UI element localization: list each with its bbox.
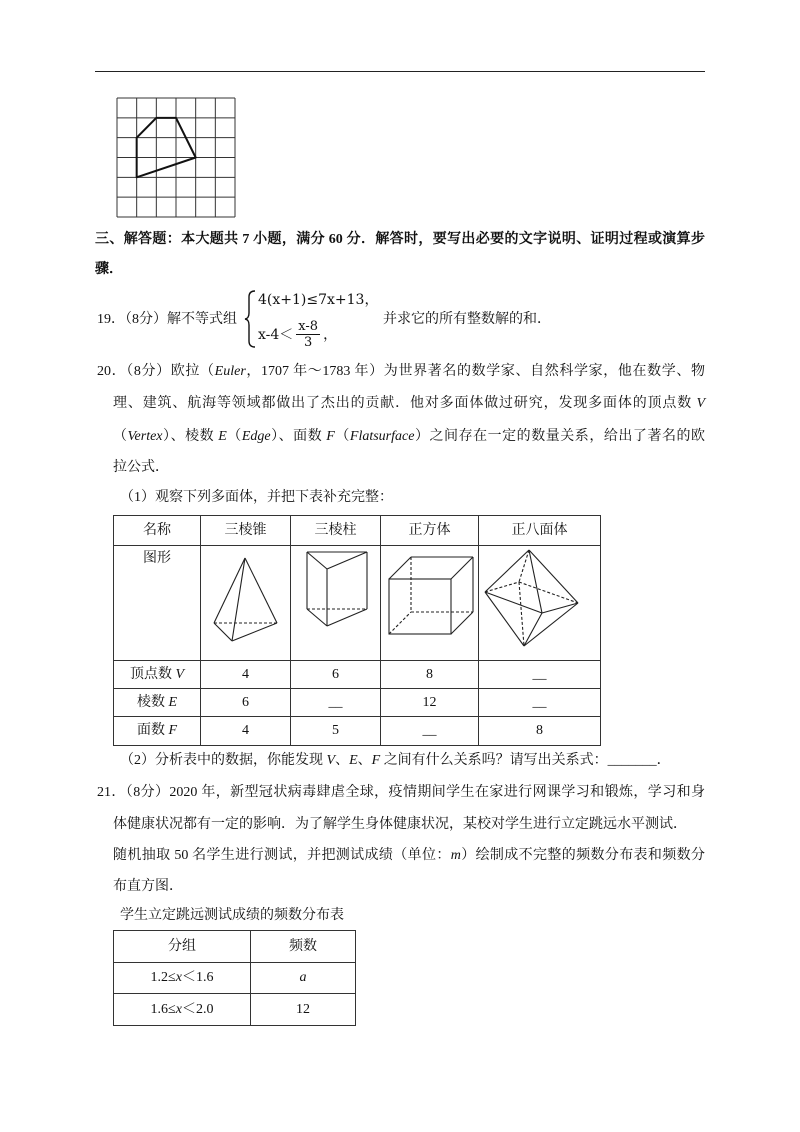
table-cell xyxy=(251,963,356,994)
table-cell: __ xyxy=(381,717,479,746)
edge xyxy=(327,609,367,626)
italic-symbol: a xyxy=(299,970,307,985)
edge xyxy=(245,558,277,623)
grid-figure xyxy=(116,97,236,218)
edge xyxy=(529,550,578,603)
italic-symbol: F xyxy=(168,723,178,738)
table-cell: __ xyxy=(479,661,601,689)
table-cell: __ xyxy=(479,689,601,717)
header-cell: 频数 xyxy=(251,931,356,963)
header-cell: 三棱柱 xyxy=(291,516,381,546)
text-run: 棱数 xyxy=(136,694,169,710)
text-run: （ xyxy=(113,429,128,444)
hidden-edge xyxy=(519,582,578,603)
q19-inequality-1: 4(x+1)≤7x+13， xyxy=(258,292,379,308)
table-cell xyxy=(114,963,251,994)
italic-symbol: F xyxy=(326,429,335,444)
figure-cell xyxy=(381,546,479,661)
text-run: 20．（8分）欧拉（ xyxy=(97,364,215,379)
q19-suffix: 并求它的所有整数解的和． xyxy=(383,312,551,327)
frequency-table xyxy=(113,930,356,1026)
text-run: ＜2.0 xyxy=(181,1001,214,1017)
text-run: 理、建筑、航海等领域都做出了杰出的贡献．他对多面体做过研究，发现多面体的顶点数 xyxy=(113,396,697,411)
italic-symbol: x xyxy=(175,1001,182,1017)
edge xyxy=(451,612,473,634)
text-run: ）、面数 xyxy=(270,429,327,444)
table-row xyxy=(114,994,356,1026)
q20-line-4 xyxy=(113,458,169,478)
figure-cell xyxy=(201,546,291,661)
q21-line-1 xyxy=(97,783,705,803)
q20-line-1 xyxy=(97,362,705,382)
table-row xyxy=(114,689,601,717)
front-face xyxy=(389,579,451,634)
q20-line-2 xyxy=(113,394,705,414)
row-label xyxy=(114,661,201,689)
q19-ineq2-tail: ， xyxy=(323,327,338,343)
table-row xyxy=(114,661,601,689)
q21-line-2 xyxy=(113,815,687,835)
edge xyxy=(327,552,367,569)
grid-polygon xyxy=(137,118,196,178)
q19-inequality-2 xyxy=(258,316,337,352)
q19-prefix: 19．（8分）解不等式组 xyxy=(97,312,237,327)
q20-line-3 xyxy=(113,427,705,447)
q21-line-4 xyxy=(113,877,183,897)
table-cell: 4 xyxy=(201,661,291,689)
text-run: 拉公式． xyxy=(113,460,169,475)
edge xyxy=(524,613,542,646)
edge xyxy=(529,550,542,613)
triangular-pyramid-figure xyxy=(201,546,291,660)
text-run: ，1707 年～1783 年）为世界著名的数学家、自然科学家，他在数学、物 xyxy=(245,364,706,379)
table-cell: 6 xyxy=(291,661,381,689)
table-cell: 6 xyxy=(201,689,291,717)
text-run: ）之间存在一定的数量关系，给出了著名的欧 xyxy=(414,429,706,444)
italic-symbol: V xyxy=(175,666,185,682)
table-cell xyxy=(114,994,251,1026)
q20-part2 xyxy=(120,751,671,771)
text-run: ）绘制成不完整的频数分布表和频数分 xyxy=(460,848,706,863)
italic-symbol: F xyxy=(371,753,381,768)
table-cell: 12 xyxy=(381,689,479,717)
edge xyxy=(485,592,542,613)
table-cell: __ xyxy=(291,689,381,717)
table-cell: 4 xyxy=(201,717,291,746)
edge xyxy=(485,592,524,646)
hidden-edge xyxy=(389,612,411,634)
figure-cell xyxy=(479,546,601,661)
table-cell: 8 xyxy=(479,717,601,746)
table-header-row xyxy=(114,516,601,546)
header-cell: 分组 xyxy=(114,931,251,963)
table-cell xyxy=(251,994,356,1026)
text-run: 、 xyxy=(357,753,372,768)
polyhedra-table xyxy=(113,515,601,746)
italic-symbol: x xyxy=(175,970,182,985)
hidden-edge xyxy=(519,582,524,646)
italic-symbol: E xyxy=(218,429,227,444)
fraction-numerator: x-8 xyxy=(298,318,319,334)
text-run: 布直方图． xyxy=(113,879,183,894)
text-run: 之间有什么关系吗？请写出关系式：_______． xyxy=(380,753,671,768)
text-run: （ xyxy=(334,429,350,444)
header-cell: 正八面体 xyxy=(479,516,601,546)
octahedron-figure xyxy=(479,546,601,660)
italic-symbol: V xyxy=(326,753,336,768)
table-row xyxy=(114,717,601,746)
row-label xyxy=(114,717,201,746)
q20-part1: （1）观察下列多面体，并把下表补充完整： xyxy=(120,490,393,505)
text-run: 、 xyxy=(335,753,350,768)
section-heading: 三、解答题：本大题共 7 小题，满分 60 分．解答时，要写出必要的文字说明、证明过程或演算步 xyxy=(95,232,705,247)
text-run: ）、棱数 xyxy=(162,429,219,444)
edge xyxy=(307,609,327,626)
table-cell: 8 xyxy=(381,661,479,689)
row-label xyxy=(114,689,201,717)
italic-symbol: Euler xyxy=(214,364,246,379)
brace-icon xyxy=(244,290,256,348)
text-run: （2）分析表中的数据，你能发现 xyxy=(120,753,327,768)
edge xyxy=(307,552,327,569)
text-run: 1.2≤ xyxy=(150,970,176,985)
fraction-denominator: 3 xyxy=(304,334,313,350)
text-run: 体健康状况都有一定的影响．为了解学生身体健康状况，某校对学生进行立定跳远水平测试． xyxy=(113,817,687,832)
text-run: 面数 xyxy=(136,723,169,738)
text-run: 12 xyxy=(296,1001,310,1017)
table-header-row xyxy=(114,931,356,963)
italic-symbol: Vertex xyxy=(127,429,163,444)
text-run: 顶点数 xyxy=(129,666,176,682)
text-run: （ xyxy=(226,429,242,444)
fraction xyxy=(296,319,320,350)
section-heading-cont: 骤． xyxy=(95,262,123,277)
table-row xyxy=(114,963,356,994)
edge xyxy=(214,623,232,641)
frequency-table-title: 学生立定跳远测试成绩的频数分布表 xyxy=(120,908,344,923)
figure-cell xyxy=(291,546,381,661)
text-run: 1.6≤ xyxy=(150,1001,176,1017)
table-cell: 5 xyxy=(291,717,381,746)
figure-label: 图形 xyxy=(114,546,201,661)
italic-symbol: E xyxy=(349,753,358,768)
edge xyxy=(451,557,473,579)
text-run: 21．（8分）2020 年，新型冠状病毒肆虐全球，疫情期间学生在家进行网课学习和锻炼，学习和身 xyxy=(97,785,705,800)
edge xyxy=(389,557,411,579)
cube-figure xyxy=(381,546,479,660)
edge xyxy=(232,623,277,641)
figure-row xyxy=(114,546,601,661)
text-run: ＜1.6 xyxy=(181,970,214,985)
header-cell: 正方体 xyxy=(381,516,479,546)
italic-symbol: m xyxy=(450,848,461,863)
triangular-prism-figure xyxy=(291,546,381,660)
header-rule xyxy=(95,71,705,72)
header-cell: 三棱锥 xyxy=(201,516,291,546)
header-cell: 名称 xyxy=(114,516,201,546)
italic-symbol: Flatsurface xyxy=(349,429,415,444)
italic-symbol: V xyxy=(696,396,705,411)
q21-line-3 xyxy=(113,846,705,866)
text-run: 随机抽取 50 名学生进行测试，并把测试成绩（单位： xyxy=(113,848,451,863)
italic-symbol: E xyxy=(168,694,178,710)
q19-ineq2-left: x-4＜ xyxy=(258,327,294,343)
italic-symbol: Edge xyxy=(241,429,271,444)
